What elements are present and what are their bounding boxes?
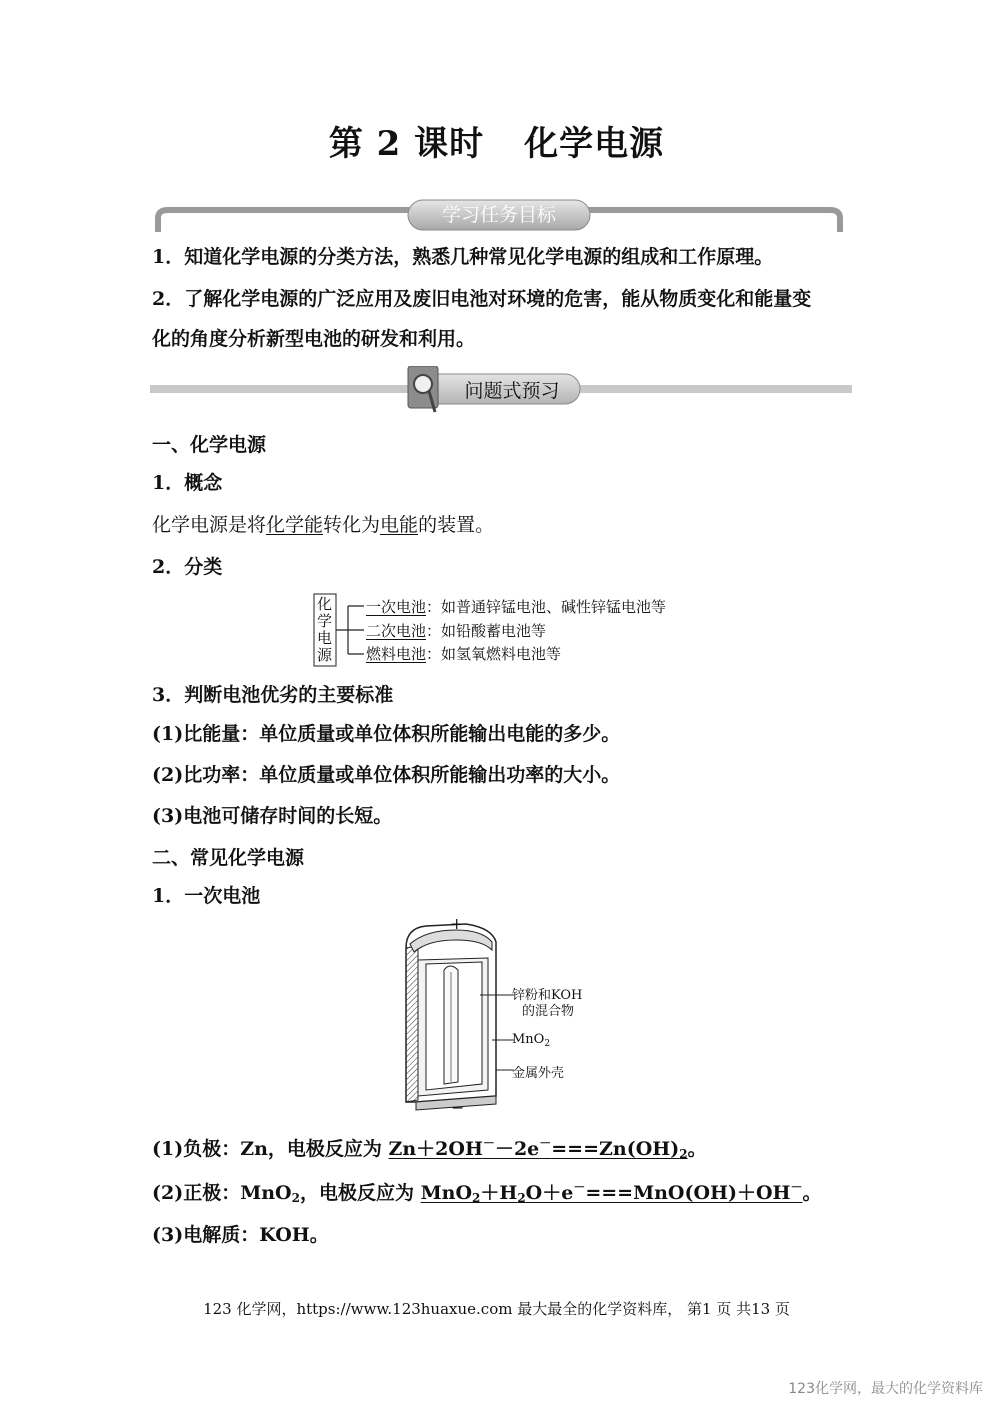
page-footer: 123 化学网，https://www.123huaxue.com 最大最全的化学资料库， 第1 页 共13 页 bbox=[203, 1300, 790, 1318]
negative-electrode: (1)负极：Zn，电极反应为 $Zn+2OH^--2e^-===Zn(OH)_2$。 bbox=[152, 1136, 707, 1161]
label-metal-shell: 金属外壳 bbox=[512, 1066, 565, 1081]
goal-2-cont: 化的角度分析新型电池的研发和利用。 bbox=[152, 328, 476, 350]
criteria-3: (3)电池可储存时间的长短。 bbox=[152, 805, 393, 827]
positive-electrode: (2)正极：MnO$_2$，电极反应为 $MnO_2+H_2O+e^-===MnO(OH)+OH^-$。 bbox=[152, 1180, 822, 1205]
criteria-heading: 3．判断电池优劣的主要标准 bbox=[152, 684, 394, 706]
primary-battery-heading: 1．一次电池 bbox=[152, 885, 261, 907]
watermark: 123化学网，最大的化学资料库 bbox=[788, 1381, 983, 1397]
criteria-2: (2)比功率：单位质量或单位体积所能输出功率的大小。 bbox=[152, 764, 621, 786]
class-item-secondary: 二次电池：如铅酸蓄电池等 bbox=[366, 622, 547, 640]
class-root: 化 学 电 源 bbox=[317, 595, 333, 664]
answer-chemical-energy: 化学能 bbox=[266, 514, 324, 536]
battery-minus-terminal: − bbox=[451, 1098, 465, 1117]
electrolyte: (3)电解质：KOH。 bbox=[152, 1224, 329, 1246]
concept-text: 化学电源是将化学能转化为电能的装置。 bbox=[152, 514, 495, 536]
section-2-heading: 二、常见化学电源 bbox=[152, 847, 305, 869]
section-1-heading: 一、化学电源 bbox=[152, 434, 267, 456]
concept-heading: 1．概念 bbox=[152, 472, 223, 494]
class-item-fuel: 燃料电池：如氢氧燃料电池等 bbox=[366, 645, 562, 663]
class-item-primary: 一次电池：如普通锌锰电池、碱性锌锰电池等 bbox=[366, 598, 667, 616]
label-mno2: MnO$_2$ bbox=[512, 1032, 551, 1049]
alkaline-battery-diagram bbox=[396, 920, 516, 1118]
goals-banner-label: 学习任务目标 bbox=[441, 204, 556, 226]
page-title bbox=[0, 116, 993, 165]
negative-equation: $Zn+2OH^--2e^-===Zn(OH)_2$ bbox=[388, 1136, 688, 1161]
preview-banner-label: 问题式预习 bbox=[464, 380, 560, 402]
answer-electric-energy: 电能 bbox=[380, 514, 419, 536]
label-zinc-powder: 锌粉和KOH 的混合物 bbox=[512, 988, 583, 1019]
criteria-1: (1)比能量：单位质量或单位体积所能输出电能的多少。 bbox=[152, 723, 621, 745]
battery-plus-terminal: + bbox=[450, 914, 464, 933]
title-lesson: 第 2 课时 bbox=[328, 124, 485, 164]
title-topic: 化学电源 bbox=[524, 124, 665, 164]
goal-2: 2．了解化学电源的广泛应用及废旧电池对环境的危害，能从物质变化和能量变 bbox=[152, 288, 812, 310]
positive-equation: $MnO_2+H_2O+e^-===MnO(OH)+OH^-$ bbox=[420, 1180, 803, 1205]
goal-1: 1．知道化学电源的分类方法，熟悉几种常见化学电源的组成和工作原理。 bbox=[152, 246, 774, 268]
class-heading: 2．分类 bbox=[152, 556, 223, 578]
